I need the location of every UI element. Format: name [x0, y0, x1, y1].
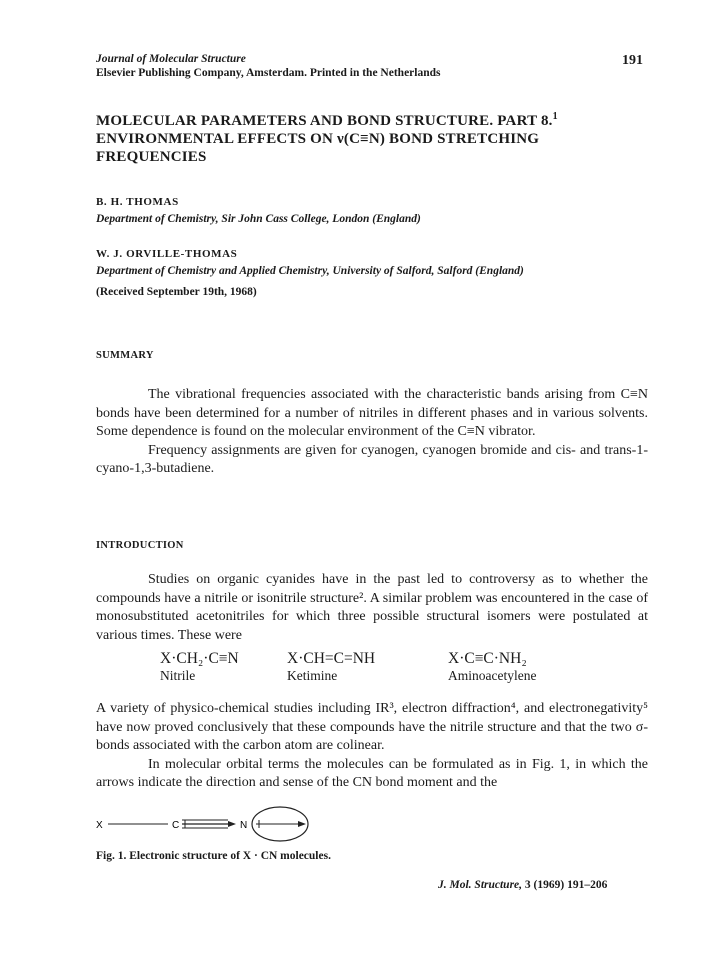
author-2-affiliation: Department of Chemistry and Applied Chemistry, University of Salford, Salford (England) [96, 265, 524, 277]
footer-citation [438, 879, 607, 891]
isomer-formula: X·C≡C·NH₂ [448, 650, 527, 667]
isomer-formula: X·CH=C=NH [287, 650, 376, 667]
author-2-name: W. J. ORVILLE-THOMAS [96, 248, 238, 260]
title-line-2: ENVIRONMENTAL EFFECTS ON ν(C≡N) BOND STRETCHING [96, 131, 540, 147]
isomer-formula: X·CH₂·C≡N [160, 650, 239, 667]
author-1-name: B. H. THOMAS [96, 196, 179, 208]
atom-x-label: X [96, 820, 103, 831]
introduction-paragraph-2 [96, 700, 648, 793]
title-line-1: MOLECULAR PARAMETERS AND BOND STRUCTURE. PART 8. [96, 113, 553, 129]
intro-text-3: In molecular orbital terms the molecules can be formulated as in Fig. 1, in which the arrows indicate the direction and sense of the CN bond moment and the [96, 756, 648, 790]
isomer-name: Ketimine [287, 668, 338, 683]
summary-paragraph-2: Frequency assignments are given for cyanogen, cyanogen bromide and cis- and trans-1-cyano-1,3-butadiene. [96, 442, 648, 476]
citation-volume-pages: 3 (1969) 191–206 [522, 879, 608, 891]
article-title [96, 108, 656, 166]
atom-c-label: C [172, 820, 180, 831]
introduction-paragraph-1 [96, 571, 648, 645]
introduction-heading: INTRODUCTION [96, 540, 184, 551]
atom-n-label: N [240, 820, 248, 831]
bond-moment-arrowhead [228, 821, 236, 827]
author-1-affiliation: Department of Chemistry, Sir John Cass College, London (England) [96, 213, 421, 225]
journal-name: Journal of Molecular Structure [96, 53, 246, 65]
citation-journal: J. Mol. Structure, [438, 879, 523, 891]
title-line-3: FREQUENCIES [96, 149, 207, 165]
summary-heading: SUMMARY [96, 350, 154, 361]
intro-text-2: A variety of physico-chemical studies including IR³, electron diffraction⁴, and electronegativity⁵ have now proved conclusively that these compounds have the nitrile structure and that the two σ-bonds associated with the carbon atom are colinear. [96, 701, 648, 753]
isomer-name: Nitrile [160, 668, 196, 683]
summary-body [96, 386, 648, 479]
title-footnote-mark: 1 [552, 111, 558, 122]
figure-1-caption: Fig. 1. Electronic structure of X · CN molecules. [96, 850, 331, 862]
isomer-aminoacetylene [448, 650, 648, 684]
received-date: (Received September 19th, 1968) [96, 286, 257, 298]
page-number: 191 [622, 53, 643, 68]
figure-1-diagram [90, 800, 330, 846]
isomer-name: Aminoacetylene [448, 668, 537, 683]
summary-paragraph-1: The vibrational frequencies associated with the characteristic bands arising from C≡N bonds have been determined for a number of nitriles in different phases and in various solvents. Some dependence is found on the molecular environment of the C≡N vibrator. [96, 387, 648, 439]
publisher-line: Elsevier Publishing Company, Amsterdam. Printed in the Netherlands [96, 67, 441, 79]
intro-text-1: Studies on organic cyanides have in the past led to controversy as to whether the compounds have a nitrile or isonitrile structure². A similar problem was encountered in the case of monosubstituted acetonitriles for which three possible structural isomers were postulated at various times. These were [96, 572, 648, 643]
lone-pair-arrowhead [298, 821, 306, 827]
